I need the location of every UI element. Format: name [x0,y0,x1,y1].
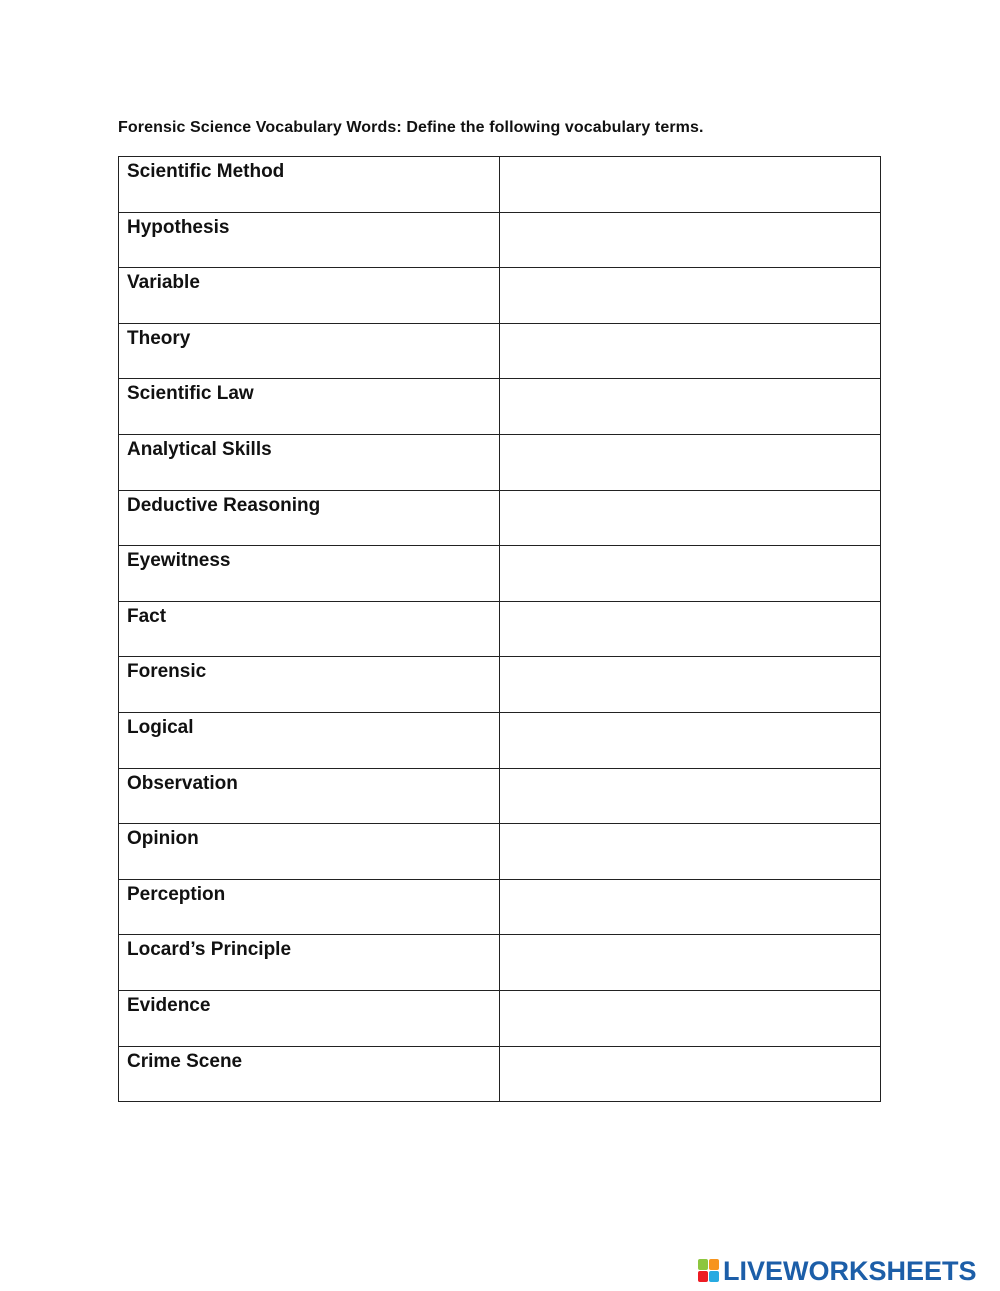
term-cell: Deductive Reasoning [119,490,500,546]
logo-block-green [698,1259,708,1270]
table-row [119,268,881,324]
liveworksheets-brand [698,1257,977,1285]
definition-cell[interactable] [500,935,881,991]
term-cell: Perception [119,879,500,935]
term-cell: Observation [119,768,500,824]
term-cell: Theory [119,323,500,379]
definition-cell[interactable] [500,879,881,935]
table-row [119,379,881,435]
term-cell: Eyewitness [119,546,500,602]
definition-cell[interactable] [500,657,881,713]
brand-name: LIVEWORKSHEETS [723,1256,977,1286]
table-row [119,990,881,1046]
term-cell: Opinion [119,824,500,880]
vocabulary-table-body [119,157,881,1102]
liveworksheets-logo-icon [698,1259,720,1283]
term-cell: Fact [119,601,500,657]
table-row [119,657,881,713]
term-cell: Locard’s Principle [119,935,500,991]
term-cell: Variable [119,268,500,324]
definition-cell[interactable] [500,157,881,213]
term-cell: Forensic [119,657,500,713]
definition-cell[interactable] [500,1046,881,1102]
definition-cell[interactable] [500,546,881,602]
term-cell: Logical [119,712,500,768]
table-row [119,434,881,490]
table-row [119,157,881,213]
logo-block-blue [709,1271,719,1282]
term-cell: Scientific Law [119,379,500,435]
table-row [119,323,881,379]
term-cell: Analytical Skills [119,434,500,490]
definition-cell[interactable] [500,323,881,379]
table-row [119,768,881,824]
worksheet-heading: Forensic Science Vocabulary Words: Define the following vocabulary terms. [118,119,704,136]
definition-cell[interactable] [500,434,881,490]
definition-cell[interactable] [500,712,881,768]
term-cell: Evidence [119,990,500,1046]
table-row [119,824,881,880]
definition-cell[interactable] [500,268,881,324]
table-row [119,212,881,268]
definition-cell[interactable] [500,768,881,824]
table-row [119,1046,881,1102]
table-row [119,601,881,657]
term-cell: Hypothesis [119,212,500,268]
logo-block-red [698,1271,708,1282]
table-row [119,546,881,602]
definition-cell[interactable] [500,212,881,268]
vocabulary-table [118,156,881,1102]
definition-cell[interactable] [500,379,881,435]
logo-block-orange [709,1259,719,1270]
table-row [119,712,881,768]
definition-cell[interactable] [500,601,881,657]
term-cell: Crime Scene [119,1046,500,1102]
definition-cell[interactable] [500,824,881,880]
definition-cell[interactable] [500,990,881,1046]
definition-cell[interactable] [500,490,881,546]
table-row [119,935,881,991]
term-cell: Scientific Method [119,157,500,213]
table-row [119,490,881,546]
table-row [119,879,881,935]
